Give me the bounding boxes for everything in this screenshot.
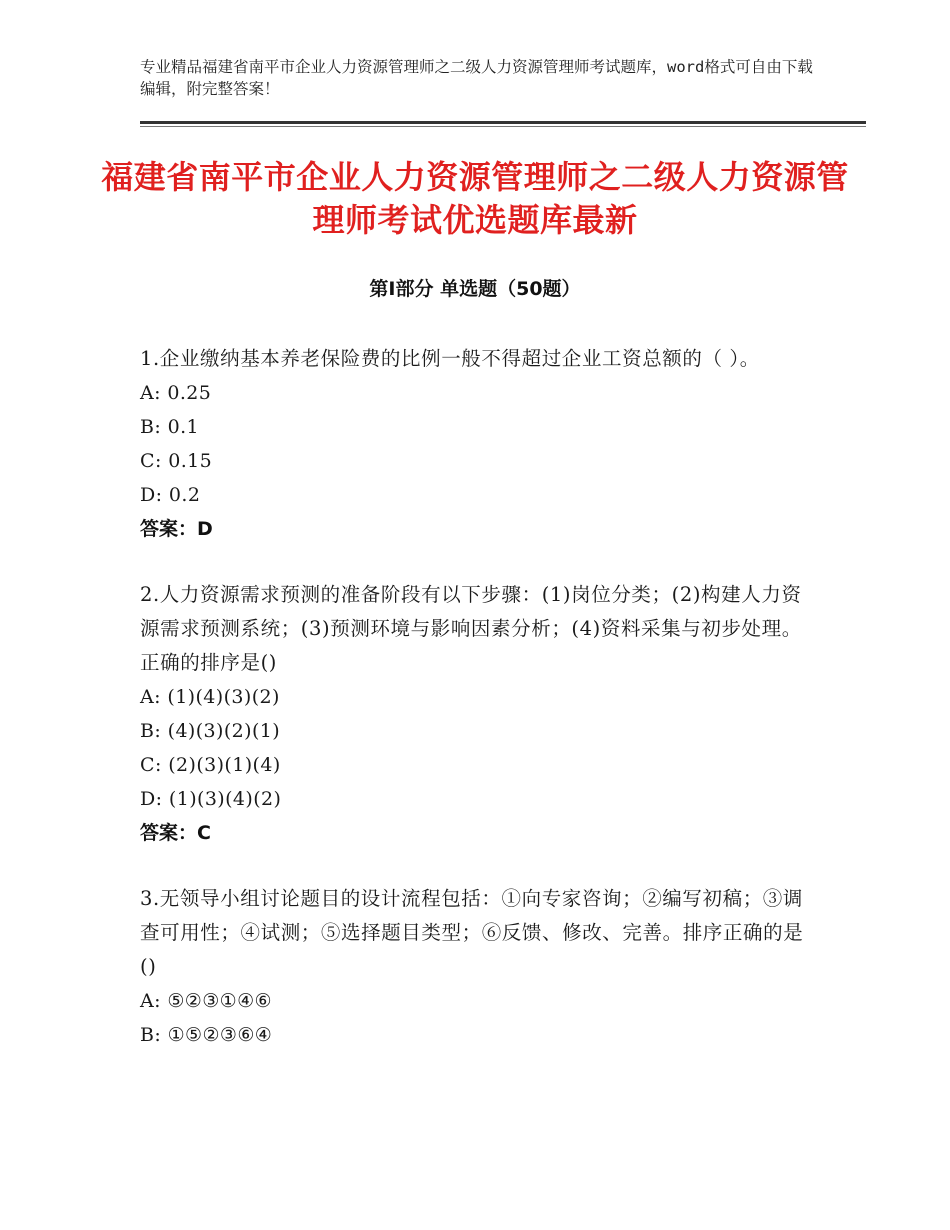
question-3 [140, 882, 810, 1052]
option-value: (1)(3)(4)(2) [168, 788, 282, 810]
option-d [140, 782, 810, 816]
option-a [140, 680, 810, 714]
option-letter: D [140, 788, 156, 810]
option-separator: : [154, 990, 168, 1012]
option-list [140, 376, 810, 512]
option-letter: C [140, 754, 155, 776]
option-letter: A [140, 686, 155, 708]
option-value: 0.2 [168, 484, 201, 506]
option-d [140, 478, 810, 512]
option-a [140, 376, 810, 410]
section-title: 第Ⅰ部分 单选题（50题） [369, 278, 581, 300]
question-text: 3.无领导小组讨论题目的设计流程包括：①向专家咨询；②编写初稿；③调查可用性；④试测；⑤选择题目类型；⑥反馈、修改、完善。排序正确的是() [140, 887, 804, 978]
option-c [140, 748, 810, 782]
option-value: 0.1 [167, 416, 200, 438]
option-letter: B [140, 720, 155, 742]
option-separator: : [154, 720, 168, 742]
option-separator: : [154, 754, 169, 776]
option-letter: A [140, 990, 155, 1012]
option-b [140, 714, 810, 748]
option-separator: : [154, 686, 168, 708]
option-letter: A [140, 382, 155, 404]
option-separator: : [154, 416, 168, 438]
option-letter: D [140, 484, 156, 506]
option-c [140, 444, 810, 478]
option-separator: : [154, 450, 169, 472]
option-value: ⑤②③①④⑥ [167, 990, 272, 1012]
option-letter: B [140, 1024, 155, 1046]
header-divider-thick [140, 121, 866, 124]
option-a [140, 984, 810, 1018]
option-list [140, 680, 810, 816]
option-value: 0.25 [167, 382, 212, 404]
header-note: 专业精品福建省南平市企业人力资源管理师之二级人力资源管理师考试题库，word格式可自由下载编辑，附完整答案！ [140, 58, 813, 98]
option-value: (2)(3)(1)(4) [168, 754, 281, 776]
question-text: 2.人力资源需求预测的准备阶段有以下步骤：(1)岗位分类；(2)构建人力资源需求预测系统；(3)预测环境与影响因素分析；(4)资料采集与初步处理。正确的排序是() [140, 583, 802, 674]
question-text: 1.企业缴纳基本养老保险费的比例一般不得超过企业工资总额的（ ）。 [140, 347, 760, 370]
option-value: 0.15 [168, 450, 213, 472]
option-value: ①⑤②③⑥④ [167, 1024, 273, 1046]
question-2 [140, 578, 810, 850]
answer-label: 答案：C [140, 822, 211, 844]
question-1 [140, 342, 810, 546]
option-value: (1)(4)(3)(2) [167, 686, 280, 708]
header-divider-thin [140, 126, 866, 127]
document-title: 福建省南平市企业人力资源管理师之二级人力资源管理师考试优选题库最新 [101, 158, 849, 239]
option-b [140, 410, 810, 444]
option-list [140, 984, 810, 1052]
answer-label: 答案：D [140, 518, 213, 540]
option-separator: : [154, 382, 168, 404]
option-separator: : [155, 484, 169, 506]
option-value: (4)(3)(2)(1) [167, 720, 281, 742]
option-letter: B [140, 416, 155, 438]
option-separator: : [154, 1024, 168, 1046]
option-separator: : [155, 788, 169, 810]
question-list [140, 342, 810, 1084]
option-letter: C [140, 450, 155, 472]
option-b [140, 1018, 810, 1052]
